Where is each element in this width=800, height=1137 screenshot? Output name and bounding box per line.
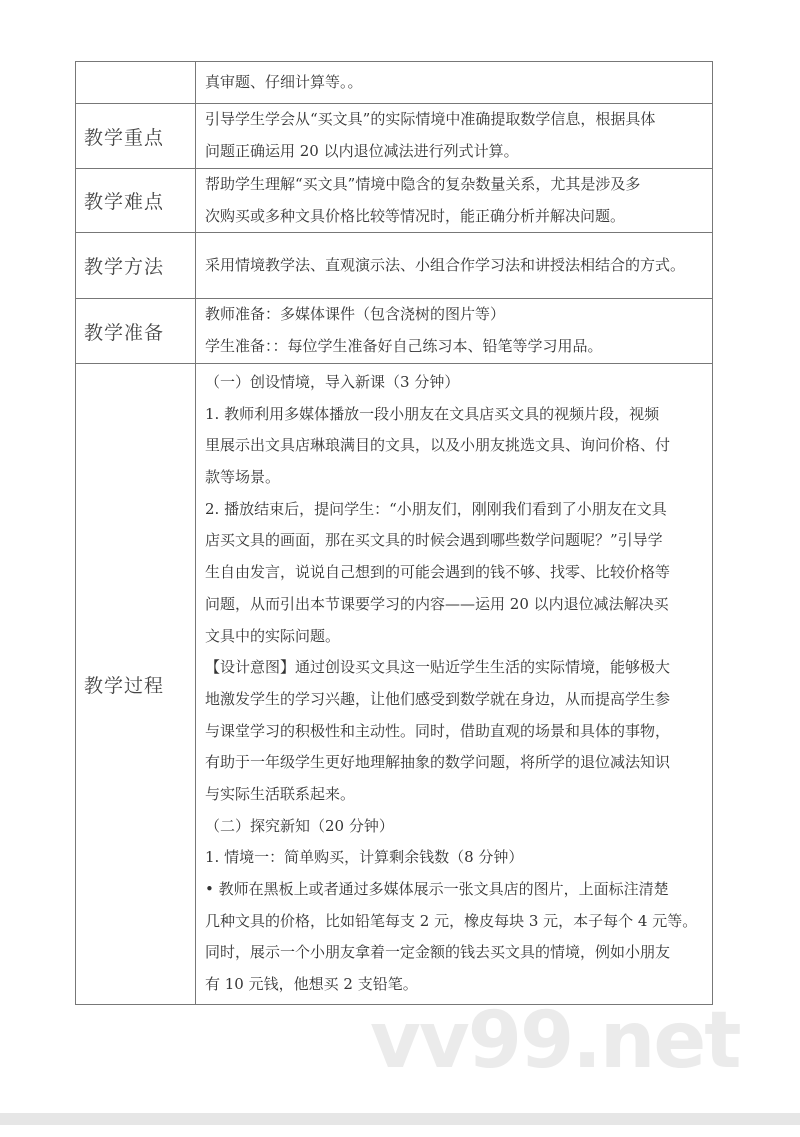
row-content <box>196 62 712 103</box>
table-row-process <box>76 363 712 1004</box>
text-line: 问题正确运用 20 以内退位减法进行列式计算。 <box>205 142 519 160</box>
lesson-plan-table <box>75 61 713 1005</box>
page-separator <box>0 1113 800 1125</box>
text-line: （一）创设情境，导入新课（3 分钟） <box>205 373 460 391</box>
text-line: （二）探究新知（20 分钟） <box>205 816 394 835</box>
row-label: 教学重点 <box>76 104 196 168</box>
table-row-key-points <box>76 103 712 168</box>
text-line: 几种文具的价格，比如铅笔每支 2 元，橡皮每块 3 元，本子每个 4 元等。 <box>205 911 698 930</box>
table-row-methods <box>76 232 712 298</box>
row-content <box>196 364 712 1004</box>
row-content <box>196 299 712 363</box>
table-row-difficulties <box>76 168 712 232</box>
text-line: 与实际生活联系起来。 <box>205 784 356 803</box>
text-line: 文具中的实际问题。 <box>205 626 341 645</box>
row-content <box>196 169 712 232</box>
text-line: 店买文具的画面，那在买文具的时候会遇到哪些数学问题呢？”引导学 <box>205 531 663 550</box>
text-line: 帮助学生理解“买文具”情境中隐含的复杂数量关系，尤其是涉及多 <box>205 175 641 193</box>
table-row-continuation <box>76 62 712 103</box>
text-line: 次购买或多种文具价格比较等情况时，能正确分析并解决问题。 <box>205 206 626 225</box>
row-label: 教学难点 <box>76 169 196 232</box>
text-line: 地激发学生的学习兴趣，让他们感受到数学就在身边，从而提高学生参 <box>205 689 671 708</box>
text-line: 教师准备：多媒体课件（包含浇树的图片等） <box>205 305 506 324</box>
text-line: 1. 情境一：简单购买，计算剩余钱数（8 分钟） <box>205 848 524 867</box>
text-line: 同时，展示一个小朋友拿着一定金额的钱去买文具的情境，例如小朋友 <box>205 943 671 962</box>
row-label <box>76 62 196 103</box>
text-line: 【设计意图】通过创设买文具这一贴近学生生活的实际情境，能够极大 <box>205 658 671 677</box>
text-line: 1. 教师利用多媒体播放一段小朋友在文具店买文具的视频片段，视频 <box>205 404 660 423</box>
text-line: 引导学生学会从“买文具”的实际情境中准确提取数学信息，根据具体 <box>205 110 656 129</box>
row-label: 教学方法 <box>76 233 196 298</box>
table-row-preparation <box>76 298 712 363</box>
text-line: 款等场景。 <box>205 468 281 487</box>
text-line: 有助于一年级学生更好地理解抽象的数学问题，将所学的退位减法知识 <box>205 753 671 772</box>
text-line: 2. 播放结束后，提问学生：“小朋友们，刚刚我们看到了小朋友在文具 <box>205 499 667 518</box>
text-line: 生自由发言，说说自己想到的可能会遇到的钱不够、找零、比较价格等 <box>205 563 671 582</box>
text-line: 学生准备：：每位学生准备好自己练习本、铅笔等学习用品。 <box>205 337 603 355</box>
text-line: 里展示出文具店琳琅满目的文具，以及小朋友挑选文具、询问价格、付 <box>205 436 671 455</box>
text-line: • 教师在黑板上或者通过多媒体展示一张文具店的图片，上面标注清楚 <box>205 880 669 898</box>
text-line: 真审题、仔细计算等。。 <box>205 72 363 91</box>
text-line: 与课堂学习的积极性和主动性。同时，借助直观的场景和具体的事物， <box>205 721 671 740</box>
row-content <box>196 104 712 168</box>
watermark: vv99.net <box>370 996 740 1086</box>
text-line: 采用情境教学法、直观演示法、小组合作学习法和讲授法相结合的方式。 <box>205 255 686 274</box>
row-label: 教学过程 <box>76 364 196 1004</box>
text-line: 有 10 元钱，他想买 2 支铅笔。 <box>205 975 418 994</box>
row-label: 教学准备 <box>76 299 196 363</box>
text-line: 问题，从而引出本节课要学习的内容——运用 20 以内退位减法解决买 <box>205 594 669 613</box>
row-content <box>196 233 712 298</box>
